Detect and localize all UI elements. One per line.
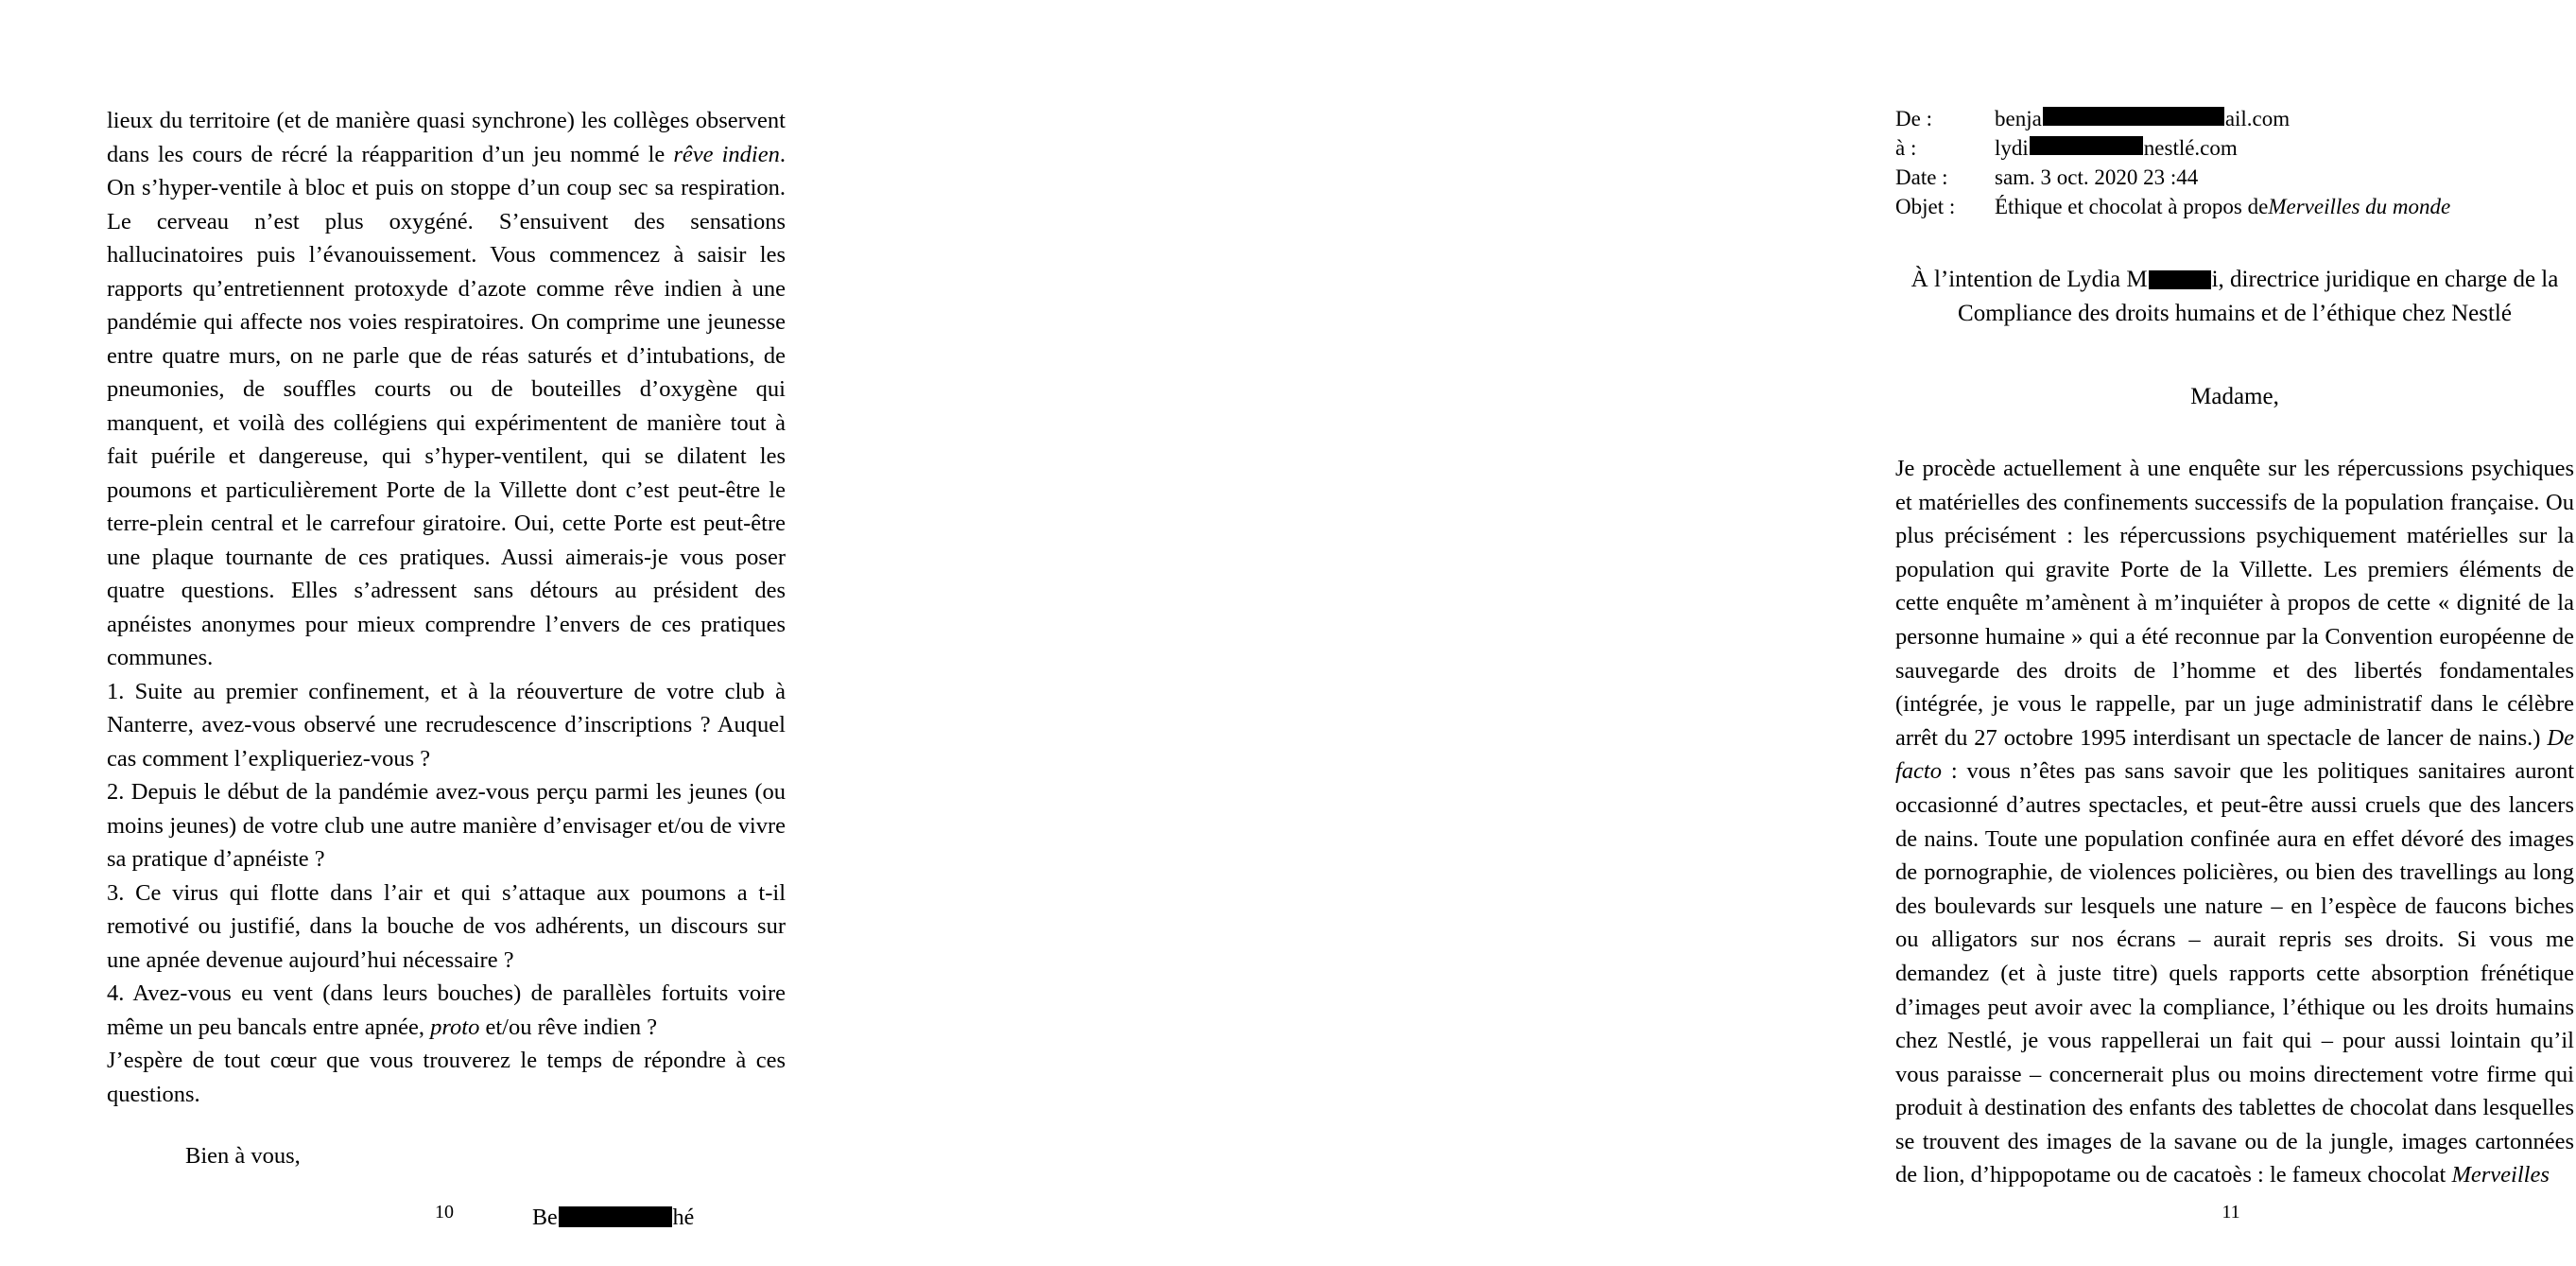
- redaction-bar-to: [2030, 136, 2143, 155]
- mail-to-prefix: lydi: [1995, 136, 2029, 160]
- mail-subject-italic: Merveilles du monde: [2268, 195, 2451, 218]
- mail-label-to: à :: [1895, 136, 1917, 160]
- mail-row-to: [1895, 133, 2576, 163]
- signature-suffix: hé: [672, 1205, 695, 1230]
- question-4-part1: 4. Avez-vous eu vent (dans leurs bouches) de parallèles fortuits voire même un peu bancals entre apnée,: [107, 980, 786, 1040]
- question-4: [107, 977, 786, 1044]
- addressee-prefix: À l’intention de Lydia M: [1910, 267, 2148, 292]
- italic-de-facto: De facto: [1895, 724, 2574, 785]
- question-1: 1. Suite au premier confinement, et à la réouverture de votre club à Nanterre, avez-vous observé une recrudescence d’inscriptions ? Auquel cas comment l’expliqueriez-vous ?: [107, 678, 786, 772]
- question-3: 3. Ce virus qui flotte dans l’air et qui s’attaque aux poumons a t-il remotivé ou justifié, dans la bouche de vos adhérents, un discours sur une apnée devenue aujourd’hui nécessaire ?: [107, 879, 786, 973]
- mail-value-from: [1995, 104, 2290, 133]
- signature-line: [532, 1202, 786, 1236]
- folio-right: 11: [2222, 1202, 2240, 1223]
- right-body-text-1: Je procède actuellement à une enquête sur les répercussions psychiques et matérielles des confinements successifs de la population française. Ou plus précisément : les répercussions psychiquement matérielles sur la population qui gravite Porte de la Villette. Les premiers éléments de cette enquête m’amènent à m’inquiéter à propos de cette « dignité de la personne humaine » qui a été reconnue par la Convention européenne de sauvegarde des droits de l’homme et des libertés fondamentales (intégrée, je vous le rappelle, par un juge administratif dans le célèbre arrêt du 27 octobre 1995 interdisant un spectacle de lancer de nains.): [1895, 456, 2574, 751]
- mail-label-subject: Objet :: [1895, 195, 1956, 218]
- mail-from-prefix: benja: [1995, 107, 2042, 130]
- italic-merveilles: Merveilles: [2451, 1162, 2550, 1188]
- signature-prefix: Be: [532, 1205, 558, 1230]
- mail-from-suffix: ail.com: [2224, 107, 2291, 130]
- mail-row-subject: [1895, 192, 2576, 221]
- left-paragraph-text-a: lieux du territoire (et de manière quasi synchrone) les collèges observent dans les cours de récré la réapparition d’un jeu nommé le: [107, 108, 786, 167]
- italic-reve-indien: rêve indien: [673, 141, 780, 167]
- right-body-text-2: : vous n’êtes pas sans savoir que les politiques sanitaires auront occasionné d’autres spectacles, et peut-être aussi cruels que des lancers de nains. Toute une population confinée aura en effet dévoré des images de pornographie, de violences policières, ou bien des travellings au long des boulevards sur lesquels une nature – en l’espèce de faucons biches ou alligators sur nos écrans – aurait repris ses droits. Si vous me demandez (et à juste titre) quels rapports cette absorption frénétique d’images peut avoir avec la compliance, l’éthique ou les droits humains chez Nestlé, je vous rappellerai un fait qui – pour aussi lointain qu’il vous paraisse – concernerait plus ou moins directement votre firme qui produit à destination des enfants des tablettes de chocolat dans lesquelles se trouvent des images de la savane ou de la jungle, images cartonnées de lion, d’hippopotame ou de cacatoès : le fameux chocolat: [1895, 758, 2574, 1188]
- mail-row-date: [1895, 163, 2576, 192]
- redaction-bar-addressee: [2149, 270, 2211, 289]
- redaction-bar-from: [2043, 107, 2224, 126]
- right-body: [1895, 452, 2574, 1192]
- addressee-line-2: Compliance des droits humains et de l’éthique chez Nestlé: [1958, 301, 2512, 326]
- mail-subject-text: Éthique et chocolat à propos de: [1995, 195, 2269, 218]
- redaction-bar-signature: [559, 1206, 672, 1227]
- mail-header: [1895, 104, 2576, 221]
- question-4-part2: et/ou rêve indien ?: [479, 1014, 658, 1040]
- question-2: 2. Depuis le début de la pandémie avez-vous perçu parmi les jeunes (ou moins jeunes) de votre club une autre manière d’envisager et/ou de vivre sa pratique d’apnéiste ?: [107, 779, 786, 872]
- mail-label-date: Date :: [1895, 165, 1948, 189]
- page-right: [893, 0, 2574, 1266]
- left-paragraph-text-b: . On s’hyper-ventile à bloc et puis on stoppe d’un coup sec sa respiration. Le cerveau n’est plus oxygéné. S’ensuivent des sensations hallucinatoires puis l’évanouissement. Vous commencez à saisir les rapports qu’entretiennent protoxyde d’azote comme rêve indien à une pandémie qui affecte nos voies respiratoires. On comprime une jeunesse entre quatre murs, on ne parle que de réas saturés et d’intubations, de pneumonies, de souffles courts ou de bouteilles d’oxygène qui manquent, et voilà des collégiens qui expérimentent de manière tout à fait puérile et dangereuse, qui s’hyper-ventilent, qui se dilatent les poumons et particulièrement Porte de la Villette dont c’est peut-être le terre-plein central et le carrefour giratoire. Oui, cette Porte est peut-être une plaque tournante de ces pratiques. Aussi aimerais-je vous poser quatre questions. Elles s’adressent sans détours au président des apnéistes anonymes pour mieux comprendre l’envers de ces pratiques communes.: [107, 141, 786, 670]
- right-body-paragraph: [1895, 452, 2574, 1192]
- madame-salutation: Madame,: [2190, 384, 2279, 409]
- mail-row-from: [1895, 104, 2576, 133]
- page-left: [0, 0, 893, 1266]
- mail-value-date: sam. 3 oct. 2020 23 :44: [1995, 165, 2199, 189]
- addressee-line-1: [1895, 263, 2574, 297]
- mail-label-from: De :: [1895, 107, 1932, 130]
- mail-to-suffix: nestlé.com: [2143, 136, 2238, 160]
- closing-paragraph: J’espère de tout cœur que vous trouverez le temps de répondre à ces questions.: [107, 1048, 786, 1107]
- valediction: Bien à vous,: [185, 1143, 301, 1169]
- mail-value-to: [1995, 133, 2238, 163]
- mail-value-subject: [1995, 192, 2450, 221]
- addressee-suffix: i, directrice juridique en charge de la: [2211, 267, 2559, 292]
- left-paragraph-main: [107, 104, 786, 675]
- addressee-block: [1895, 263, 2574, 331]
- folio-left: 10: [435, 1202, 454, 1223]
- italic-proto: proto: [430, 1014, 480, 1040]
- left-text-column: [107, 104, 786, 1235]
